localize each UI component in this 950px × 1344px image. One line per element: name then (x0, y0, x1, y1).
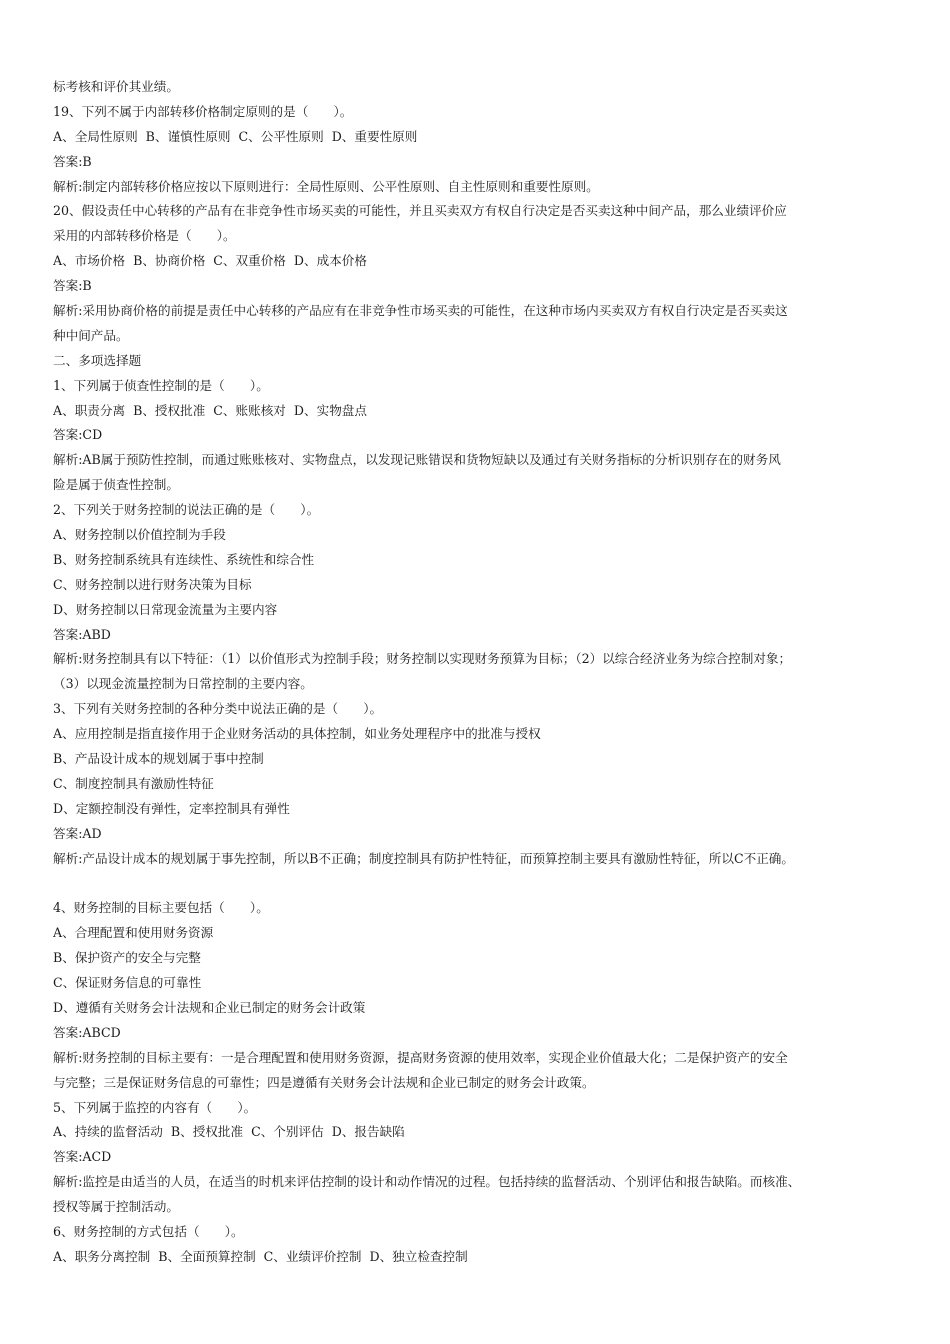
text-line: 解析:财务控制的目标主要有：一是合理配置和使用财务资源，提高财务资源的使用效率，实现企业价值最大化；二是保护资产的安全 (53, 1049, 788, 1065)
text-line: A、财务控制以价值控制为手段 (53, 527, 226, 543)
text-line: 19、下列不属于内部转移价格制定原则的是（ ）。 (53, 103, 353, 119)
text-line: 答案:B (53, 278, 92, 294)
text-line: 种中间产品。 (53, 327, 129, 343)
text-line: 2、下列关于财务控制的说法正确的是（ ）。 (53, 502, 320, 518)
text-line: C、保证财务信息的可靠性 (53, 975, 202, 991)
text-line: 答案:CD (53, 427, 103, 443)
text-line: 5、下列属于监控的内容有（ ）。 (53, 1099, 257, 1115)
text-line: B、产品设计成本的规划属于事中控制 (53, 751, 264, 767)
text-line: 解析:AB属于预防性控制，而通过账账核对、实物盘点，以发现记账错误和货物短缺以及通过有关财务指标的分析识别存在的财务风 (53, 452, 781, 468)
text-line: A、职责分离 B、授权批准 C、账账核对 D、实物盘点 (53, 402, 367, 418)
blank-line (53, 872, 908, 897)
text-line: 6、财务控制的方式包括（ ）。 (53, 1223, 244, 1239)
text-line: 险是属于侦查性控制。 (53, 477, 179, 493)
text-line: A、市场价格 B、协商价格 C、双重价格 D、成本价格 (53, 253, 367, 269)
text-line: D、定额控制没有弹性，定率控制具有弹性 (53, 800, 290, 816)
text-line: B、保护资产的安全与完整 (53, 950, 201, 966)
text-line: D、遵循有关财务会计法规和企业已制定的财务会计政策 (53, 999, 366, 1015)
text-line: A、全局性原则 B、谨慎性原则 C、公平性原则 D、重要性原则 (53, 128, 418, 144)
text-line: C、财务控制以进行财务决策为目标 (53, 576, 252, 592)
text-line: 4、财务控制的目标主要包括（ ）。 (53, 900, 269, 916)
text-line: 解析:财务控制具有以下特征：（1）以价值形式为控制手段；财务控制以实现财务预算为目标；（2）以综合经济业务为综合控制对象； (53, 651, 792, 667)
text-line: A、职务分离控制 B、全面预算控制 C、业绩评价控制 D、独立检查控制 (53, 1248, 468, 1264)
text-line: （3）以现金流量控制为日常控制的主要内容。 (53, 676, 313, 692)
text-line: 标考核和评价其业绩。 (53, 79, 179, 94)
text-line: 授权等属于控制活动。 (53, 1199, 179, 1215)
text-line: 解析:监控是由适当的人员，在适当的时机来评估控制的设计和动作情况的过程。包括持续的监督活动、个别评估和报告缺陷。而核准、 (53, 1174, 801, 1190)
text-line: 答案:ABCD (53, 1024, 121, 1040)
text-line: A、持续的监督活动 B、授权批准 C、个别评估 D、报告缺陷 (53, 1124, 405, 1140)
text-line: 解析:产品设计成本的规划属于事先控制，所以B不正确；制度控制具有防护性特征，而预算控制主要具有激励性特征，所以C不正确。 (53, 850, 794, 866)
text-line: B、财务控制系统具有连续性、系统性和综合性 (53, 551, 315, 567)
text-line: 3、下列有关财务控制的各种分类中说法正确的是（ ）。 (53, 701, 383, 717)
text-line: 20、假设责任中心转移的产品有在非竞争性市场买卖的可能性，并且买卖双方有权自行决定是否买卖这种中间产品，那么业绩评价应 (53, 203, 787, 219)
document-page (53, 75, 908, 1270)
text-line: A、应用控制是指直接作用于企业财务活动的具体控制，如业务处理程序中的批准与授权 (53, 726, 541, 742)
text-line: 采用的内部转移价格是（ ）。 (53, 228, 236, 244)
text-line: 答案:AD (53, 825, 102, 841)
text-line: 1、下列属于侦查性控制的是（ ）。 (53, 377, 269, 393)
text-line: 与完整；三是保证财务信息的可靠性；四是遵循有关财务会计法规和企业已制定的财务会计政策。 (53, 1074, 595, 1090)
text-line: 答案:B (53, 153, 92, 169)
text-line: C、制度控制具有激励性特征 (53, 775, 214, 791)
text-line: 答案:ABD (53, 626, 111, 642)
text-line: 二、多项选择题 (53, 352, 142, 368)
text-line: 解析:制定内部转移价格应按以下原则进行：全局性原则、公平性原则、自主性原则和重要性原则。 (53, 178, 599, 194)
text-line: D、财务控制以日常现金流量为主要内容 (53, 601, 278, 617)
text-line: 解析:采用协商价格的前提是责任中心转移的产品应有在非竞争性市场买卖的可能性，在这种市场内买卖双方有权自行决定是否买卖这 (53, 303, 788, 319)
text-line: A、合理配置和使用财务资源 (53, 925, 214, 941)
text-line: 答案:ACD (53, 1149, 112, 1165)
